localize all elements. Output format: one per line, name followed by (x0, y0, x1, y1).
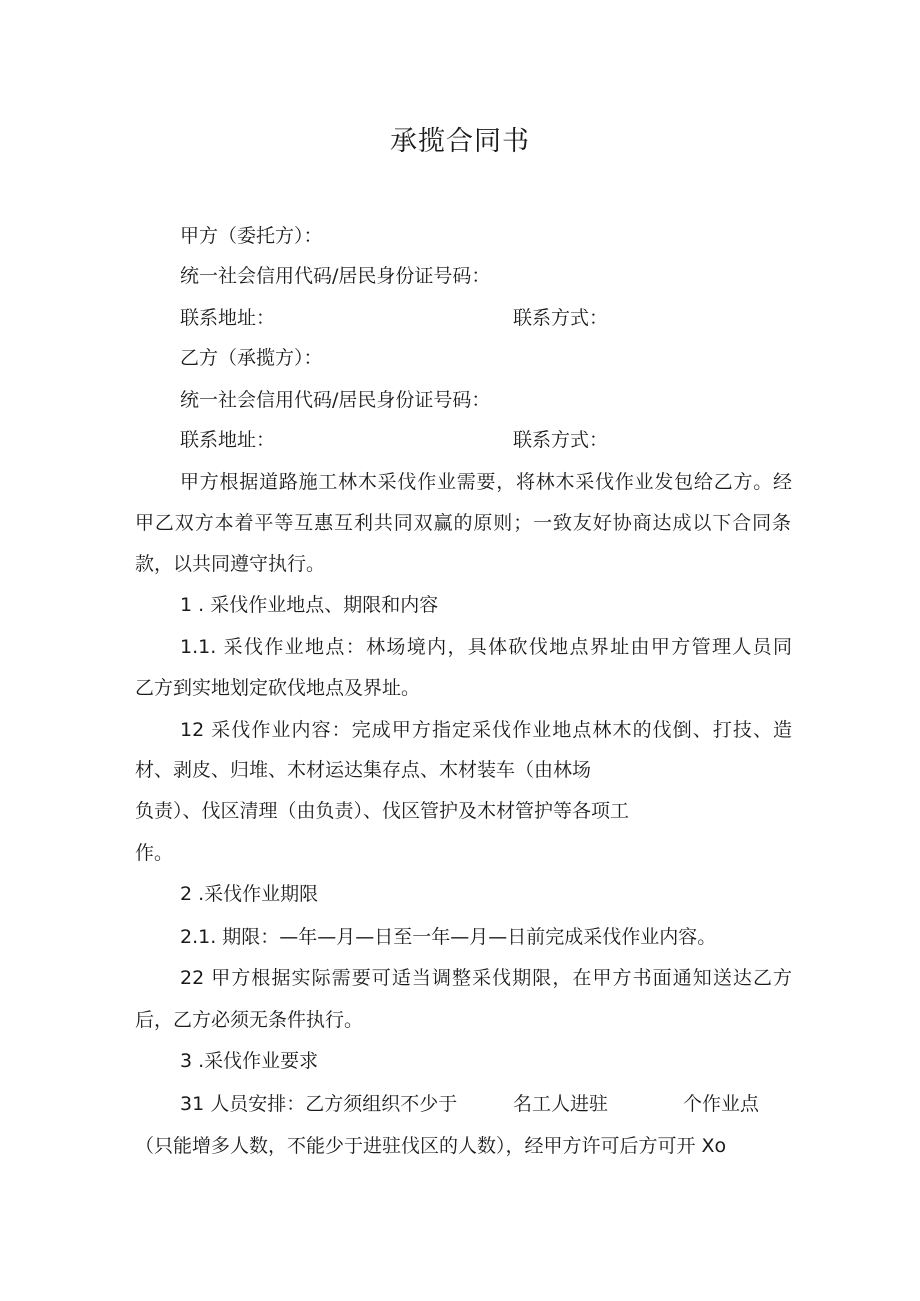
section-1-item-1-line-2: 乙方到实地划定砍伐地点及界址。 (135, 677, 421, 699)
intro-line-3: 款，以共同遵守执行。 (135, 553, 326, 575)
section-1-item-2-line-1: 12 采伐作业内容：完成甲方指定采伐作业地点林木的伐倒、打技、造 (180, 719, 792, 741)
section-1-item-1-line-1: 1.1. 采伐作业地点：林场境内，具体砍伐地点界址由甲方管理人员同 (180, 636, 792, 658)
intro-paragraph (180, 468, 792, 496)
document-title: 承揽合同书 (390, 126, 530, 157)
section-1-item-2 (180, 716, 792, 744)
section-2-item-1: 2.1. 期限：—年—月—日至一年—月—日前完成采伐作业内容。 (180, 926, 717, 948)
party-a-address-label: 联系地址： (180, 307, 276, 329)
section-1-item-2-line-2: 材、剥皮、归堆、木材运达集存点、木材装车（由林场 (135, 759, 592, 781)
section-1-heading: 1 . 采伐作业地点、期限和内容 (180, 594, 439, 616)
section-1-item-1 (180, 633, 792, 661)
section-3-heading: 3 .采伐作业要求 (180, 1050, 319, 1072)
section-3-item-1-part-1: 31 人员安排：乙方须组织不少于 (180, 1093, 458, 1115)
section-3-item-1-line-2: （只能增多人数，不能少于进驻伐区的人数），经甲方许可后方可开 Xo (135, 1135, 727, 1157)
section-3-item-1-part-2: 名工人进驻 (513, 1093, 609, 1115)
section-1-item-2-line-4: 作。 (135, 842, 174, 864)
party-b-contact-label: 联系方式： (513, 429, 609, 451)
intro-line-1: 甲方根据道路施工林木采伐作业需要，将林木采伐作业发包给乙方。经 (180, 471, 792, 493)
section-2-heading: 2 .采伐作业期限 (180, 883, 319, 905)
party-a-contact-label: 联系方式： (513, 307, 609, 329)
section-3-item-1-part-3: 个作业点 (683, 1093, 760, 1115)
intro-line-2: 甲乙双方本着平等互惠互利共同双赢的原则；一致友好协商达成以下合同条 (135, 512, 791, 534)
party-b-label: 乙方（承揽方）： (180, 347, 323, 369)
section-2-item-2-line-1: 22 甲方根据实际需要可适当调整采伐期限，在甲方书面通知送达乙方 (180, 967, 792, 989)
party-a-id-label: 统一社会信用代码/居民身份证号码： (180, 265, 491, 287)
section-2-item-2 (180, 964, 792, 992)
party-b-id-label: 统一社会信用代码/居民身份证号码： (180, 389, 491, 411)
party-a-label: 甲方（委托方）： (180, 225, 323, 247)
section-1-item-2-line-3: 负责）、伐区清理（由负责）、伐区管护及木材管护等各项工 (135, 800, 630, 822)
section-2-item-2-line-2: 后，乙方必须无条件执行。 (135, 1009, 364, 1031)
intro-paragraph-cont (135, 509, 791, 537)
party-b-address-label: 联系地址： (180, 429, 276, 451)
